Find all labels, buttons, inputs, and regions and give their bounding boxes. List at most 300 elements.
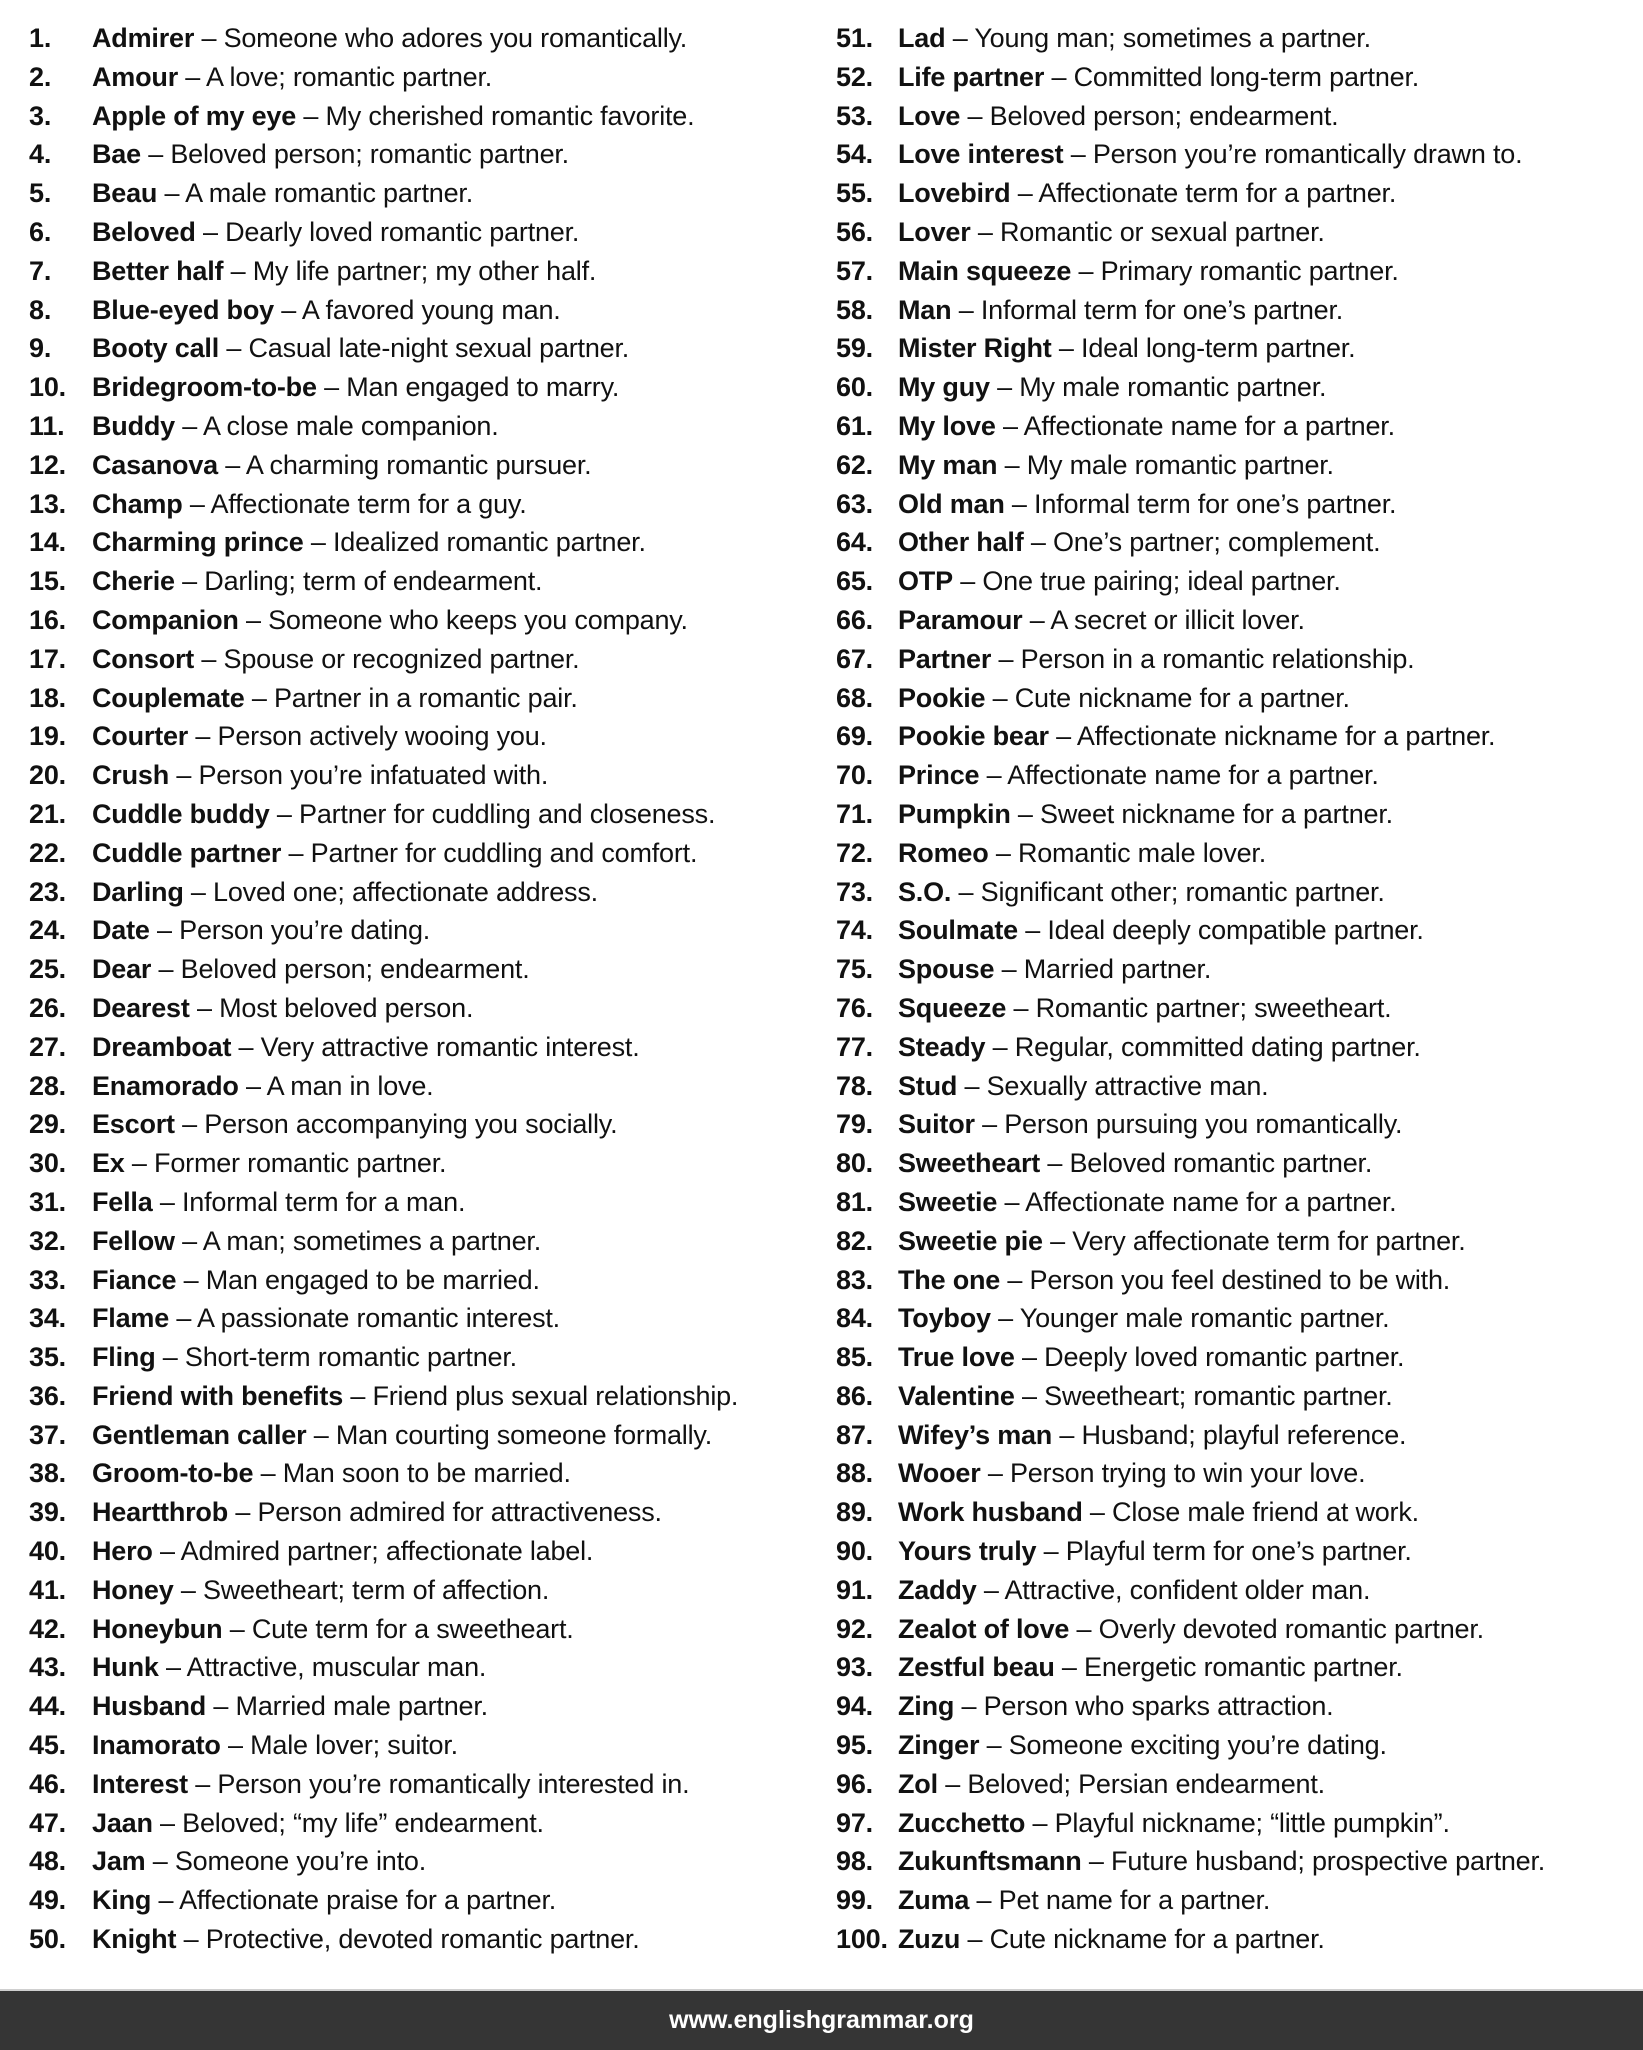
item-separator: –: [195, 216, 226, 247]
item-number: 66.: [836, 604, 873, 635]
item-term: Valentine: [898, 1380, 1015, 1411]
item-separator: –: [988, 837, 1018, 868]
item-number: 94.: [836, 1691, 873, 1722]
item-separator: –: [1040, 1148, 1070, 1179]
item-number: 55.: [836, 178, 873, 209]
item-definition: Partner in a romantic pair.: [273, 682, 578, 713]
list-item: [29, 1804, 738, 1843]
list-item: [836, 679, 1545, 718]
item-definition: Attractive, muscular man.: [186, 1652, 487, 1683]
item-number: 41.: [29, 1574, 66, 1605]
item-definition: Future husband; prospective partner.: [1111, 1846, 1546, 1877]
item-term: Heartthrob: [92, 1497, 229, 1528]
list-item: [836, 135, 1545, 174]
item-definition: A man; sometimes a partner.: [202, 1225, 542, 1256]
item-separator: –: [174, 1225, 203, 1256]
item-separator: –: [985, 682, 1015, 713]
item-number: 23.: [29, 876, 66, 907]
item-number: 76.: [836, 992, 873, 1023]
list-item: [29, 601, 738, 640]
list-item: [836, 717, 1545, 756]
item-number: 40.: [29, 1536, 66, 1567]
list-item: [836, 523, 1545, 562]
item-number: 6.: [29, 216, 52, 247]
item-number: 65.: [836, 566, 873, 597]
item-term: Escort: [92, 1109, 175, 1140]
item-definition: Romantic male lover.: [1017, 837, 1267, 868]
item-definition: Loved one; affectionate address.: [213, 876, 598, 907]
item-definition: Sexually attractive man.: [986, 1070, 1269, 1101]
item-term: Dear: [92, 954, 152, 985]
item-term: Love interest: [898, 139, 1064, 170]
item-number: 21.: [29, 798, 66, 829]
list-item: [836, 174, 1545, 213]
list-item: [29, 1299, 738, 1338]
item-separator: –: [316, 372, 347, 403]
item-term: Zaddy: [898, 1574, 977, 1605]
item-number: 83.: [836, 1264, 873, 1295]
list-item: [836, 640, 1545, 679]
item-number: 60.: [836, 372, 873, 403]
item-term: Companion: [92, 604, 239, 635]
item-term: S.O.: [898, 876, 952, 907]
item-term: Zuzu: [898, 1924, 961, 1955]
right-column: [836, 19, 1545, 1959]
item-term: Wooer: [898, 1458, 981, 1489]
item-definition: Beloved; Persian endearment.: [967, 1768, 1325, 1799]
list-item: [29, 1920, 738, 1959]
item-term: True love: [898, 1342, 1015, 1373]
item-separator: –: [174, 566, 205, 597]
item-separator: –: [152, 1807, 183, 1838]
list-item: [29, 1067, 738, 1106]
item-separator: –: [937, 1768, 968, 1799]
item-definition: Beloved person; romantic partner.: [170, 139, 569, 170]
item-definition: Beloved romantic partner.: [1069, 1148, 1373, 1179]
item-definition: Person admired for attractiveness.: [257, 1497, 662, 1528]
item-number: 56.: [836, 216, 873, 247]
list-item: [836, 1416, 1545, 1455]
item-definition: Sweetheart; romantic partner.: [1044, 1380, 1393, 1411]
list-item: [29, 1842, 738, 1881]
item-definition: Darling; term of endearment.: [204, 566, 543, 597]
item-definition: Cute term for a sweetheart.: [251, 1613, 574, 1644]
item-term: Zuma: [898, 1885, 970, 1916]
item-separator: –: [145, 1846, 175, 1877]
item-term: Knight: [92, 1924, 177, 1955]
list-item: [29, 1726, 738, 1765]
item-number: 67.: [836, 643, 873, 674]
list-item: [836, 368, 1545, 407]
item-definition: Married partner.: [1023, 954, 1212, 985]
item-number: 49.: [29, 1885, 66, 1916]
list-item: [836, 1261, 1545, 1300]
item-definition: Overly devoted romantic partner.: [1098, 1613, 1484, 1644]
list-item: [29, 135, 738, 174]
list-item: [29, 989, 738, 1028]
item-number: 19.: [29, 721, 66, 752]
item-separator: –: [178, 61, 206, 92]
item-number: 3.: [29, 100, 52, 131]
item-term: Zing: [898, 1691, 955, 1722]
item-definition: Person accompanying you socially.: [204, 1109, 618, 1140]
item-term: Soulmate: [898, 915, 1018, 946]
item-term: Cuddle partner: [92, 837, 282, 868]
item-definition: Beloved; “my life” endearment.: [182, 1807, 544, 1838]
item-number: 31.: [29, 1186, 66, 1217]
item-separator: –: [1048, 721, 1077, 752]
item-separator: –: [151, 954, 181, 985]
list-item: [29, 174, 738, 213]
item-separator: –: [169, 760, 199, 791]
item-definition: My cherished romantic favorite.: [325, 100, 695, 131]
item-separator: –: [990, 1303, 1020, 1334]
item-number: 4.: [29, 139, 52, 170]
item-term: Old man: [898, 488, 1005, 519]
list-item: [836, 756, 1545, 795]
item-number: 45.: [29, 1730, 66, 1761]
item-number: 95.: [836, 1730, 873, 1761]
item-definition: Person who sparks attraction.: [983, 1691, 1334, 1722]
item-definition: Energetic romantic partner.: [1084, 1652, 1403, 1683]
item-term: Inamorato: [92, 1730, 221, 1761]
item-definition: Man courting someone formally.: [335, 1419, 712, 1450]
item-number: 99.: [836, 1885, 873, 1916]
item-term: Groom-to-be: [92, 1458, 254, 1489]
item-definition: Younger male romantic partner.: [1019, 1303, 1390, 1334]
item-term: Spouse: [898, 954, 995, 985]
item-separator: –: [306, 1419, 336, 1450]
item-term: Bae: [92, 139, 141, 170]
list-item: [29, 1610, 738, 1649]
list-item: [29, 1028, 738, 1067]
item-term: Zestful beau: [898, 1652, 1055, 1683]
item-number: 92.: [836, 1613, 873, 1644]
item-number: 46.: [29, 1768, 66, 1799]
list-item: [836, 562, 1545, 601]
item-term: Partner: [898, 643, 992, 674]
item-term: Jam: [92, 1846, 146, 1877]
list-item: [836, 834, 1545, 873]
item-separator: –: [244, 682, 274, 713]
item-number: 33.: [29, 1264, 66, 1295]
item-definition: Affectionate term for a guy.: [210, 488, 527, 519]
item-definition: Deeply loved romantic partner.: [1044, 1342, 1405, 1373]
item-term: Date: [92, 915, 150, 946]
list-item: [29, 1687, 738, 1726]
item-separator: –: [1025, 1807, 1055, 1838]
item-number: 43.: [29, 1652, 66, 1683]
item-definition: Very affectionate term for partner.: [1072, 1225, 1466, 1256]
item-number: 20.: [29, 760, 66, 791]
item-separator: –: [1051, 333, 1082, 364]
item-number: 26.: [29, 992, 66, 1023]
item-term: Fella: [92, 1186, 153, 1217]
item-definition: Affectionate praise for a partner.: [179, 1885, 557, 1916]
item-term: Main squeeze: [898, 255, 1072, 286]
list-item: [836, 291, 1545, 330]
item-term: Charming prince: [92, 527, 304, 558]
item-number: 22.: [29, 837, 66, 868]
item-term: Life partner: [898, 61, 1045, 92]
item-definition: Person trying to win your love.: [1009, 1458, 1366, 1489]
item-separator: –: [1010, 798, 1041, 829]
item-term: Yours truly: [898, 1536, 1037, 1567]
item-number: 98.: [836, 1846, 873, 1877]
item-number: 85.: [836, 1342, 873, 1373]
list-item: [836, 1532, 1545, 1571]
item-definition: Playful term for one’s partner.: [1065, 1536, 1412, 1567]
item-term: Honeybun: [92, 1613, 223, 1644]
item-term: Lad: [898, 23, 946, 53]
item-separator: –: [997, 449, 1027, 480]
list-item: [836, 1067, 1545, 1106]
item-number: 35.: [29, 1342, 66, 1373]
item-separator: –: [149, 915, 180, 946]
item-term: Cherie: [92, 566, 175, 597]
item-term: Pookie: [898, 682, 986, 713]
item-separator: –: [1069, 1613, 1099, 1644]
item-definition: Casual late-night sexual partner.: [248, 333, 630, 364]
list-item: [836, 1454, 1545, 1493]
item-term: Gentleman caller: [92, 1419, 307, 1450]
list-item: [29, 640, 738, 679]
item-definition: Ideal long-term partner.: [1081, 333, 1356, 364]
item-definition: Partner for cuddling and comfort.: [310, 837, 698, 868]
item-number: 10.: [29, 372, 66, 403]
item-definition: Sweet nickname for a partner.: [1040, 798, 1393, 829]
list-item: [836, 601, 1545, 640]
item-term: Courter: [92, 721, 189, 752]
item-definition: Young man; sometimes a partner.: [974, 23, 1371, 53]
item-definition: Affectionate name for a partner.: [1025, 1186, 1397, 1217]
item-separator: –: [151, 1885, 180, 1916]
item-definition: Romantic or sexual partner.: [999, 216, 1325, 247]
item-number: 16.: [29, 604, 66, 635]
website-url[interactable]: www.englishgrammar.org: [669, 2006, 974, 2034]
item-definition: Someone exciting you’re dating.: [1008, 1730, 1387, 1761]
item-definition: Cute nickname for a partner.: [1014, 682, 1350, 713]
item-separator: –: [1017, 915, 1048, 946]
item-separator: –: [1063, 139, 1093, 170]
item-number: 8.: [29, 294, 52, 325]
item-definition: Sweetheart; term of affection.: [202, 1574, 550, 1605]
item-term: Love: [898, 100, 961, 131]
item-separator: –: [217, 449, 246, 480]
item-number: 57.: [836, 255, 873, 286]
item-definition: Close male friend at work.: [1112, 1497, 1419, 1528]
list-item: [29, 1261, 738, 1300]
item-term: Toyboy: [898, 1303, 991, 1334]
item-separator: –: [173, 1574, 203, 1605]
item-number: 73.: [836, 876, 873, 907]
item-separator: –: [954, 1691, 984, 1722]
list-item: [29, 213, 738, 252]
item-separator: –: [175, 410, 203, 441]
list-item: [836, 1028, 1545, 1067]
item-number: 64.: [836, 527, 873, 558]
list-item: [836, 950, 1545, 989]
item-term: Zol: [898, 1768, 938, 1799]
item-definition: Man engaged to marry.: [346, 372, 620, 403]
item-number: 32.: [29, 1225, 66, 1256]
item-definition: Person you’re infatuated with.: [198, 760, 549, 791]
list-item: [29, 446, 738, 485]
item-term: Blue-eyed boy: [92, 294, 274, 325]
list-item: [836, 795, 1545, 834]
item-definition: One’s partner; complement.: [1052, 527, 1381, 558]
item-definition: Married male partner.: [235, 1691, 488, 1722]
item-separator: –: [974, 1109, 1005, 1140]
item-definition: Male lover; suitor.: [250, 1730, 458, 1761]
item-definition: Beloved person; endearment.: [180, 954, 530, 985]
item-separator: –: [957, 1070, 987, 1101]
list-item: [29, 58, 738, 97]
item-term: Champ: [92, 488, 183, 519]
item-term: Admirer: [92, 23, 195, 53]
item-term: My guy: [898, 372, 990, 403]
item-term: Zukunftsmann: [898, 1846, 1082, 1877]
list-item: [29, 1144, 738, 1183]
list-item: [29, 1222, 738, 1261]
list-item: [29, 756, 738, 795]
item-definition: Dearly loved romantic partner.: [225, 216, 580, 247]
list-item: [836, 1920, 1545, 1959]
item-definition: Ideal deeply compatible partner.: [1047, 915, 1424, 946]
item-number: 5.: [29, 178, 52, 209]
list-item: [29, 1765, 738, 1804]
item-number: 97.: [836, 1807, 873, 1838]
item-separator: –: [182, 488, 211, 519]
list-item: [29, 1105, 738, 1144]
list-item: [29, 407, 738, 446]
item-separator: –: [1004, 488, 1035, 519]
list-item: [836, 252, 1545, 291]
item-separator: –: [1006, 992, 1036, 1023]
item-number: 7.: [29, 255, 52, 286]
item-number: 71.: [836, 798, 873, 829]
item-number: 78.: [836, 1070, 873, 1101]
item-definition: Affectionate name for a partner.: [1007, 760, 1379, 791]
item-term: Buddy: [92, 410, 175, 441]
item-definition: Spouse or recognized partner.: [223, 643, 580, 674]
left-column: [29, 19, 738, 1959]
item-definition: Someone you’re into.: [174, 1846, 427, 1877]
list-item: [29, 1416, 738, 1455]
item-term: Steady: [898, 1031, 986, 1062]
item-definition: Playful nickname; “little pumpkin”.: [1054, 1807, 1450, 1838]
list-item: [836, 407, 1545, 446]
list-item: [836, 911, 1545, 950]
item-term: Casanova: [92, 449, 218, 480]
item-definition: Romantic partner; sweetheart.: [1035, 992, 1392, 1023]
item-number: 47.: [29, 1807, 66, 1838]
list-item: [836, 485, 1545, 524]
item-separator: –: [1071, 255, 1101, 286]
item-definition: Protective, devoted romantic partner.: [205, 1924, 640, 1955]
item-separator: –: [945, 23, 975, 53]
list-item: [29, 679, 738, 718]
item-term: Honey: [92, 1574, 174, 1605]
item-definition: Admired partner; affectionate label.: [180, 1536, 594, 1567]
item-term: Booty call: [92, 333, 220, 364]
item-definition: Most beloved person.: [219, 992, 474, 1023]
item-separator: –: [995, 410, 1024, 441]
list-item: [836, 1493, 1545, 1532]
item-separator: –: [951, 876, 981, 907]
item-number: 69.: [836, 721, 873, 752]
item-definition: Person pursuing you romantically.: [1004, 1109, 1403, 1140]
item-term: Ex: [92, 1148, 125, 1179]
item-definition: Committed long-term partner.: [1073, 61, 1420, 92]
list-item: [836, 1338, 1545, 1377]
item-separator: –: [231, 1031, 261, 1062]
item-definition: Informal term for one’s partner.: [1034, 488, 1397, 519]
item-term: Sweetie pie: [898, 1225, 1043, 1256]
list-item: [29, 911, 738, 950]
item-definition: My life partner; my other half.: [252, 255, 597, 286]
item-number: 84.: [836, 1303, 873, 1334]
item-definition: Significant other; romantic partner.: [980, 876, 1385, 907]
item-number: 51.: [836, 23, 873, 53]
list-item: [836, 1804, 1545, 1843]
item-separator: –: [238, 604, 269, 635]
item-definition: Short-term romantic partner.: [184, 1342, 517, 1373]
item-term: Romeo: [898, 837, 989, 868]
item-separator: –: [281, 837, 311, 868]
list-item: [29, 1881, 738, 1920]
list-item: [29, 717, 738, 756]
item-definition: Partner for cuddling and closeness.: [299, 798, 716, 829]
item-number: 14.: [29, 527, 66, 558]
item-term: Fling: [92, 1342, 156, 1373]
list-item: [836, 97, 1545, 136]
item-separator: –: [189, 992, 220, 1023]
item-term: Crush: [92, 760, 170, 791]
item-definition: Beloved person; endearment.: [989, 100, 1339, 131]
list-item: [29, 1493, 738, 1532]
list-item: [836, 989, 1545, 1028]
item-separator: –: [124, 1148, 155, 1179]
item-number: 100.: [836, 1924, 888, 1955]
item-separator: –: [979, 760, 1008, 791]
item-term: Prince: [898, 760, 980, 791]
item-separator: –: [1036, 1536, 1066, 1567]
item-number: 1.: [29, 23, 52, 53]
item-term: Darling: [92, 876, 184, 907]
item-separator: –: [1081, 1846, 1112, 1877]
list-item: [836, 1726, 1545, 1765]
list-item: [29, 1183, 738, 1222]
list-item: [29, 562, 738, 601]
list-item: [836, 1183, 1545, 1222]
item-separator: –: [1010, 178, 1039, 209]
item-term: Other half: [898, 527, 1024, 558]
item-separator: –: [1052, 1419, 1082, 1450]
list-item: [836, 1299, 1545, 1338]
item-number: 52.: [836, 61, 873, 92]
item-number: 42.: [29, 1613, 66, 1644]
item-term: Bridegroom-to-be: [92, 372, 317, 403]
item-definition: Person you feel destined to be with.: [1029, 1264, 1451, 1295]
list-item: [29, 523, 738, 562]
item-term: Work husband: [898, 1497, 1083, 1528]
item-term: Lover: [898, 216, 971, 247]
item-number: 61.: [836, 410, 873, 441]
item-definition: Man soon to be married.: [282, 1458, 571, 1489]
footer-bar: [0, 1989, 1643, 2050]
item-number: 82.: [836, 1225, 873, 1256]
